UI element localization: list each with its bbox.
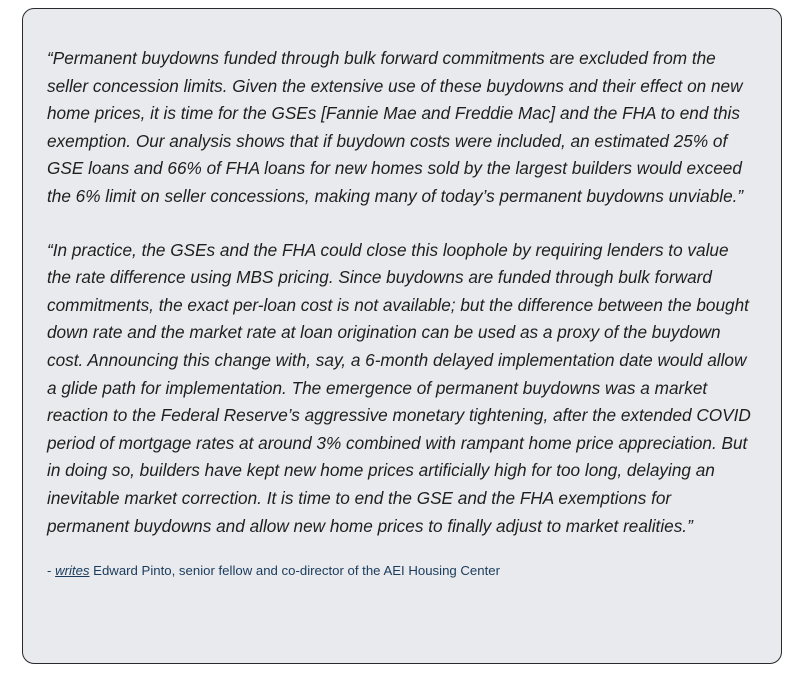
attribution-prefix: - (47, 563, 56, 579)
writes-link[interactable]: writes (55, 563, 90, 579)
quote-card (22, 8, 782, 664)
attribution (47, 562, 757, 580)
attribution-author: Edward Pinto, senior fellow and co-director of the AEI Housing Center (89, 563, 500, 579)
quote-paragraph-1: “Permanent buydowns funded through bulk forward commitments are excluded from the seller concession limits. Given the extensive use of these buydowns and their effect on new home prices, it is time for the GSEs [Fannie Mae and Freddie Mac] and the FHA to end this exemption. Our analysis shows that if buydown costs were included, an estimated 25% of GSE loans and 66% of FHA loans for new homes sold by the largest builders would exceed the 6% limit on seller concessions, making many of today’s permanent buydowns unviable.” (47, 48, 744, 206)
quote-paragraph-2: “In practice, the GSEs and the FHA could close this loophole by requiring lenders to value the rate difference using MBS pricing. Since buydowns are funded through bulk forward commitments, the exact per-loan cost is not available; but the difference between the bought down rate and the market rate at loan origination can be used as a proxy of the buydown cost. Announcing this change with, say, a 6-month delayed implementation date would allow a glide path for implementation. The emergence of permanent buydowns was a market reaction to the Federal Reserve’s aggressive monetary tightening, after the extended COVID period of mortgage rates at around 3% combined with rampant home price appreciation. But in doing so, builders have kept new home prices artificially high for too long, delaying an inevitable market correction. It is time to end the GSE and the FHA exemptions for permanent buydowns and allow new home prices to finally adjust to market realities.” (47, 239, 751, 536)
